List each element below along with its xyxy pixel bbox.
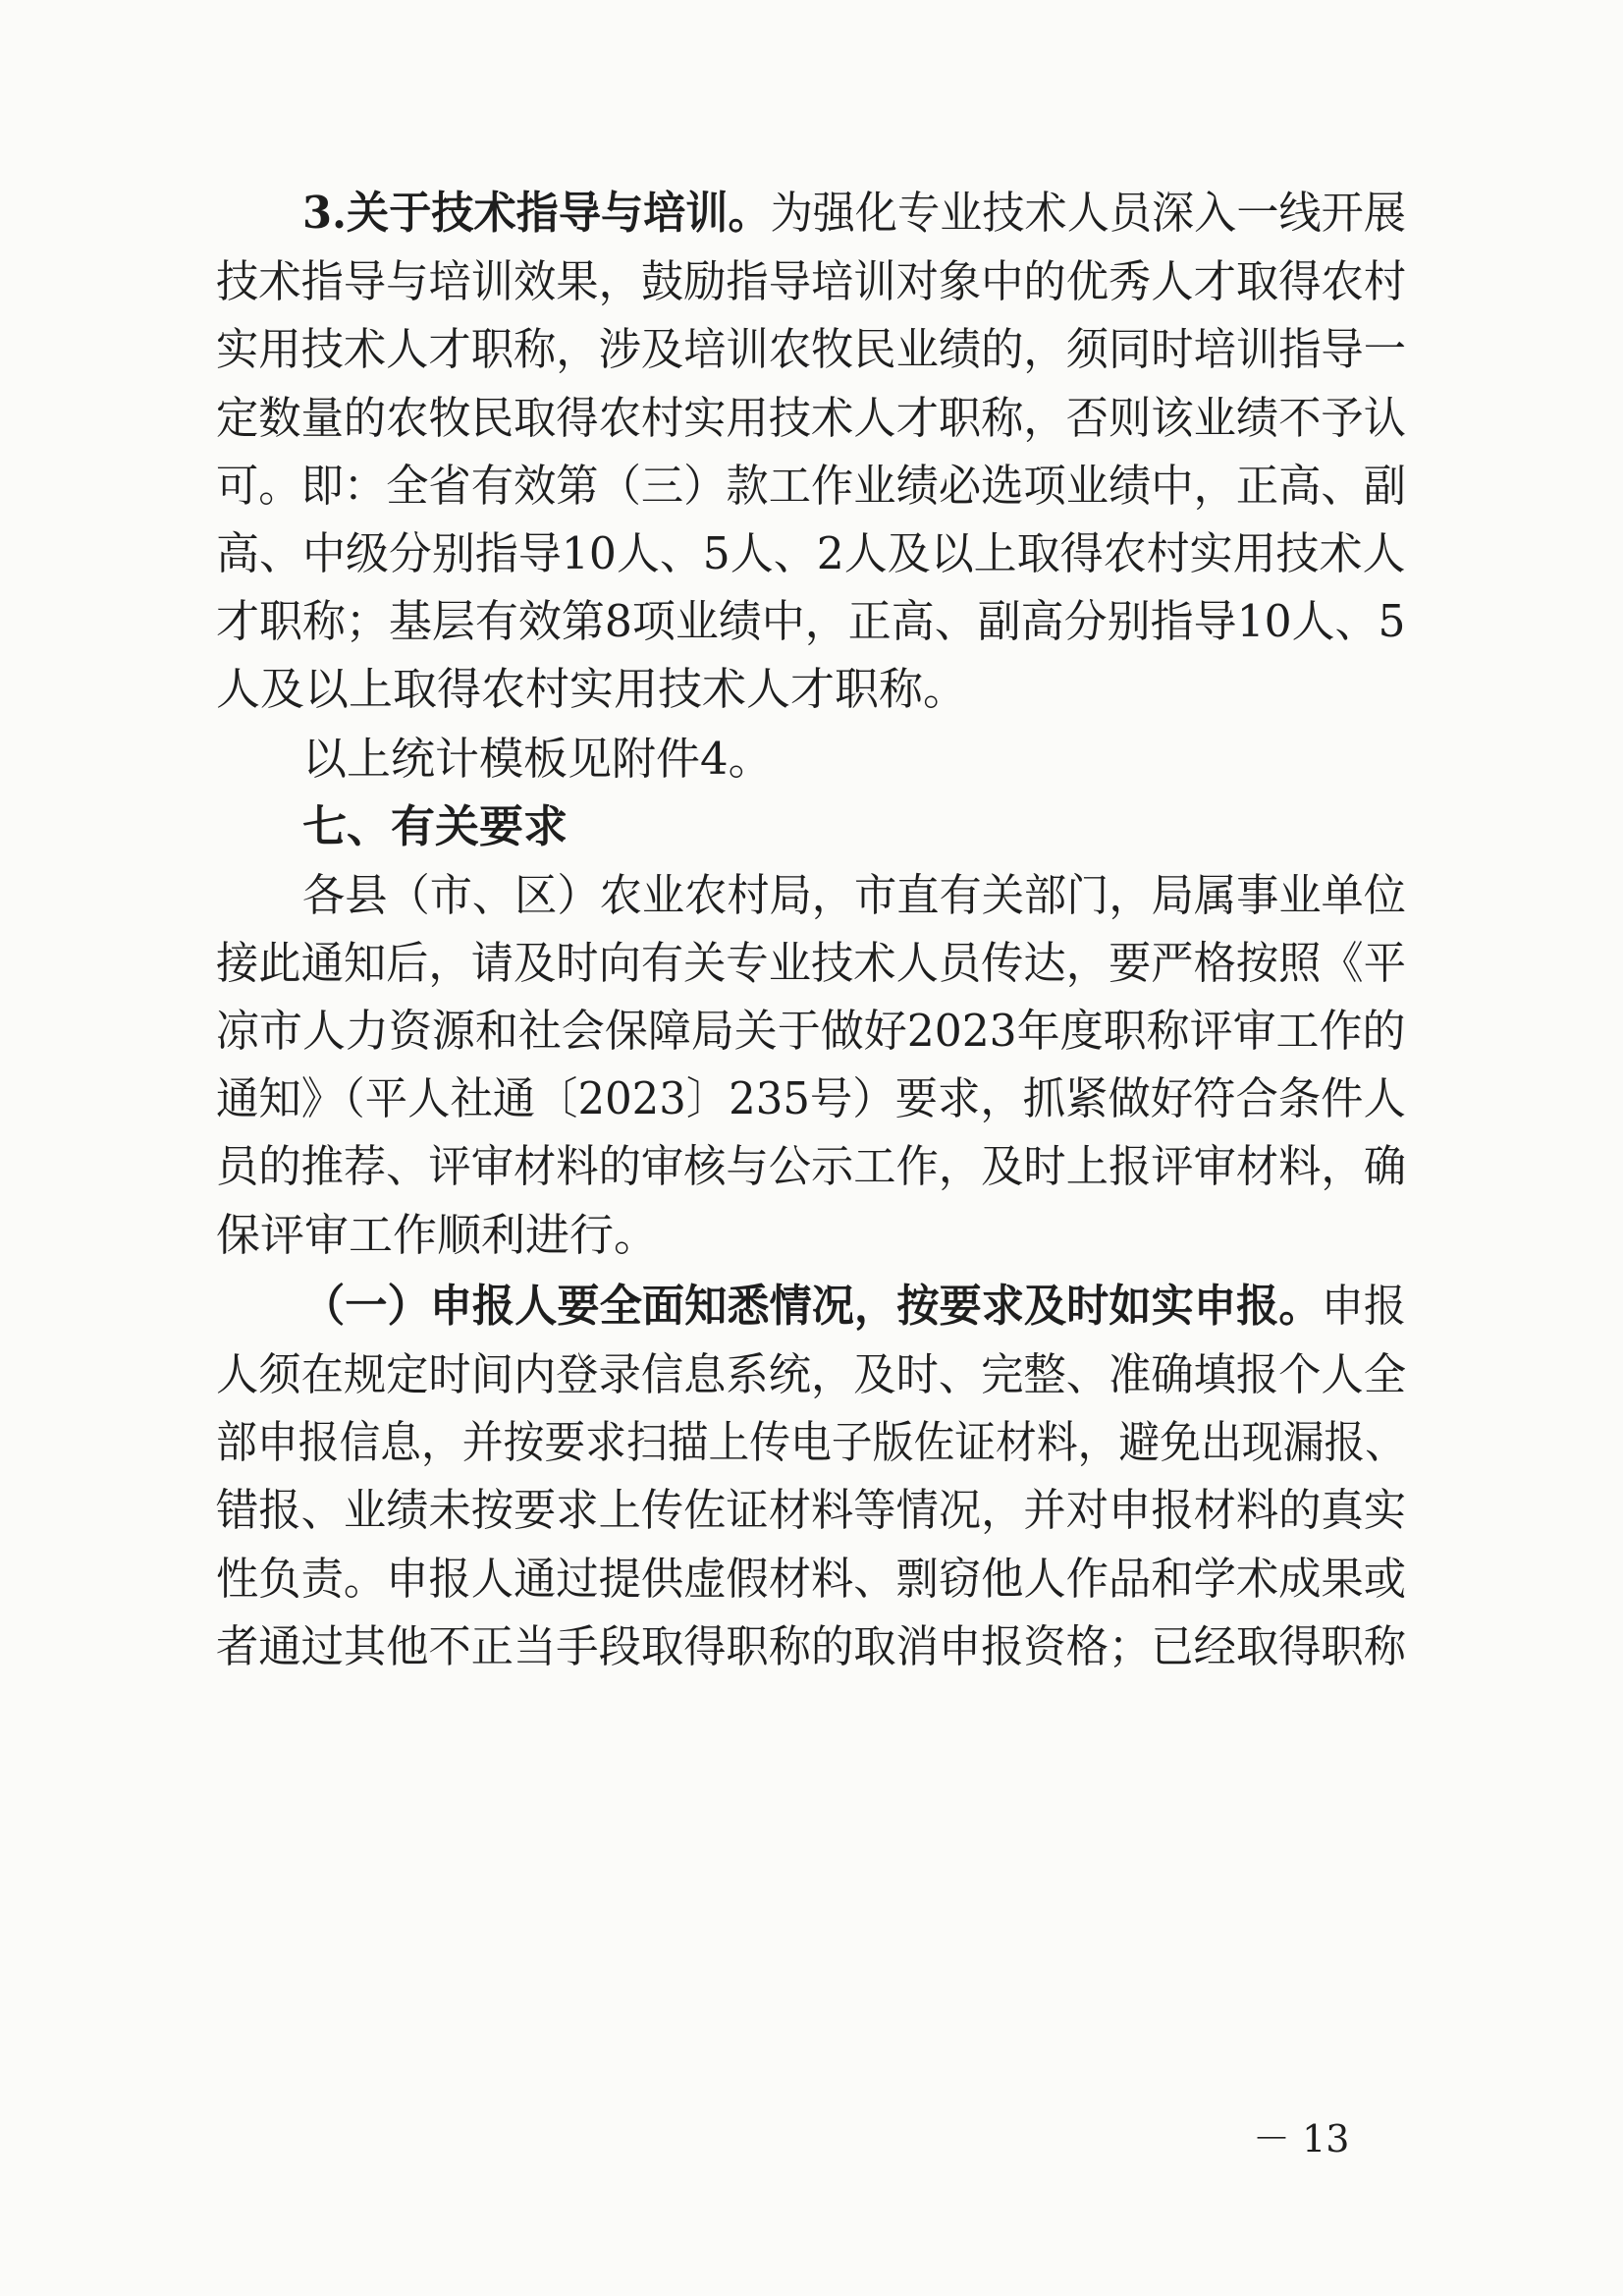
- text-run: 各县（市、区）农业农村局，市直有关部门，局属事业单位: [302, 869, 1407, 921]
- text-run: 人须在规定时间内登录信息系统，及时、完整、准确填报个人全: [216, 1348, 1407, 1400]
- text-line: [0, 243, 1623, 321]
- text-run: 通知》（平人社通〔2023〕235号）要求，抓紧做好符合条件人: [216, 1072, 1406, 1124]
- text-line: [0, 924, 1623, 1003]
- text-line: [0, 1196, 1623, 1275]
- text-line: [0, 1540, 1623, 1618]
- text-line: [0, 174, 1623, 252]
- text-line: [0, 650, 1623, 729]
- text-run: 者通过其他不正当手段取得职称的取消申报资格；已经取得职称: [216, 1620, 1407, 1672]
- text-run: 错报、业绩未按要求上传佐证材料等情况，并对申报材料的真实: [216, 1484, 1407, 1536]
- text-line: [0, 515, 1623, 593]
- text-run: 为强化专业技术人员深入一线开展: [770, 187, 1406, 239]
- text-run: 人及以上取得农村实用技术人才职称。: [216, 663, 968, 715]
- subsection-heading: 3.关于技术指导与培训。: [302, 187, 771, 239]
- text-line: [0, 1336, 1623, 1414]
- text-run: 申报: [1321, 1280, 1407, 1332]
- text-line: [0, 1403, 1623, 1482]
- section-heading-text: 七、有关要求: [302, 800, 568, 852]
- text-run: 保评审工作顺利进行。: [216, 1209, 659, 1261]
- text-run: 凉市人力资源和社会保障局关于做好2023年度职称评审工作的: [216, 1005, 1406, 1057]
- text-run: 接此通知后，请及时向有关专业技术人员传达，要严格按照《平: [216, 937, 1407, 989]
- text-run: 性负责。申报人通过提供虚假材料、剽窃他人作品和学术成果或: [216, 1553, 1407, 1605]
- section-heading: [0, 788, 1623, 866]
- text-run: 员的推荐、评审材料的审核与公示工作，及时上报评审材料，确: [216, 1140, 1407, 1192]
- text-line: [0, 856, 1623, 935]
- text-line: [0, 582, 1623, 661]
- text-run: 高、中级分别指导10人、5人、2人及以上取得农村实用技术人: [216, 527, 1406, 579]
- text-line: [0, 1127, 1623, 1206]
- subsection-heading: （一）申报人要全面知悉情况，按要求及时如实申报。: [302, 1280, 1322, 1332]
- page-number: － 13: [1253, 2117, 1350, 2160]
- text-run: 部申报信息，并按要求扫描上传电子版佐证材料，避免出现漏报、: [216, 1416, 1406, 1468]
- text-run: 实用技术人才职称，涉及培训农牧民业绩的，须同时培训指导一: [216, 323, 1407, 375]
- text-line: [0, 1060, 1623, 1138]
- text-run: 技术指导与培训效果，鼓励指导培训对象中的优秀人才取得农村: [216, 255, 1407, 307]
- text-line: [0, 1608, 1623, 1686]
- text-line: [0, 992, 1623, 1070]
- text-line: [0, 720, 1623, 798]
- text-line: [0, 1267, 1623, 1345]
- text-run: 以上统计模板见附件4。: [302, 733, 773, 785]
- text-line: [0, 447, 1623, 525]
- text-run: 可。即：全省有效第（三）款工作业绩必选项业绩中，正高、副: [216, 460, 1407, 512]
- text-line: [0, 379, 1623, 458]
- text-run: 才职称；基层有效第8项业绩中，正高、副高分别指导10人、5: [216, 595, 1406, 647]
- text-line: [0, 310, 1623, 389]
- text-line: [0, 1471, 1623, 1550]
- text-run: 定数量的农牧民取得农村实用技术人才职称，否则该业绩不予认: [216, 392, 1407, 444]
